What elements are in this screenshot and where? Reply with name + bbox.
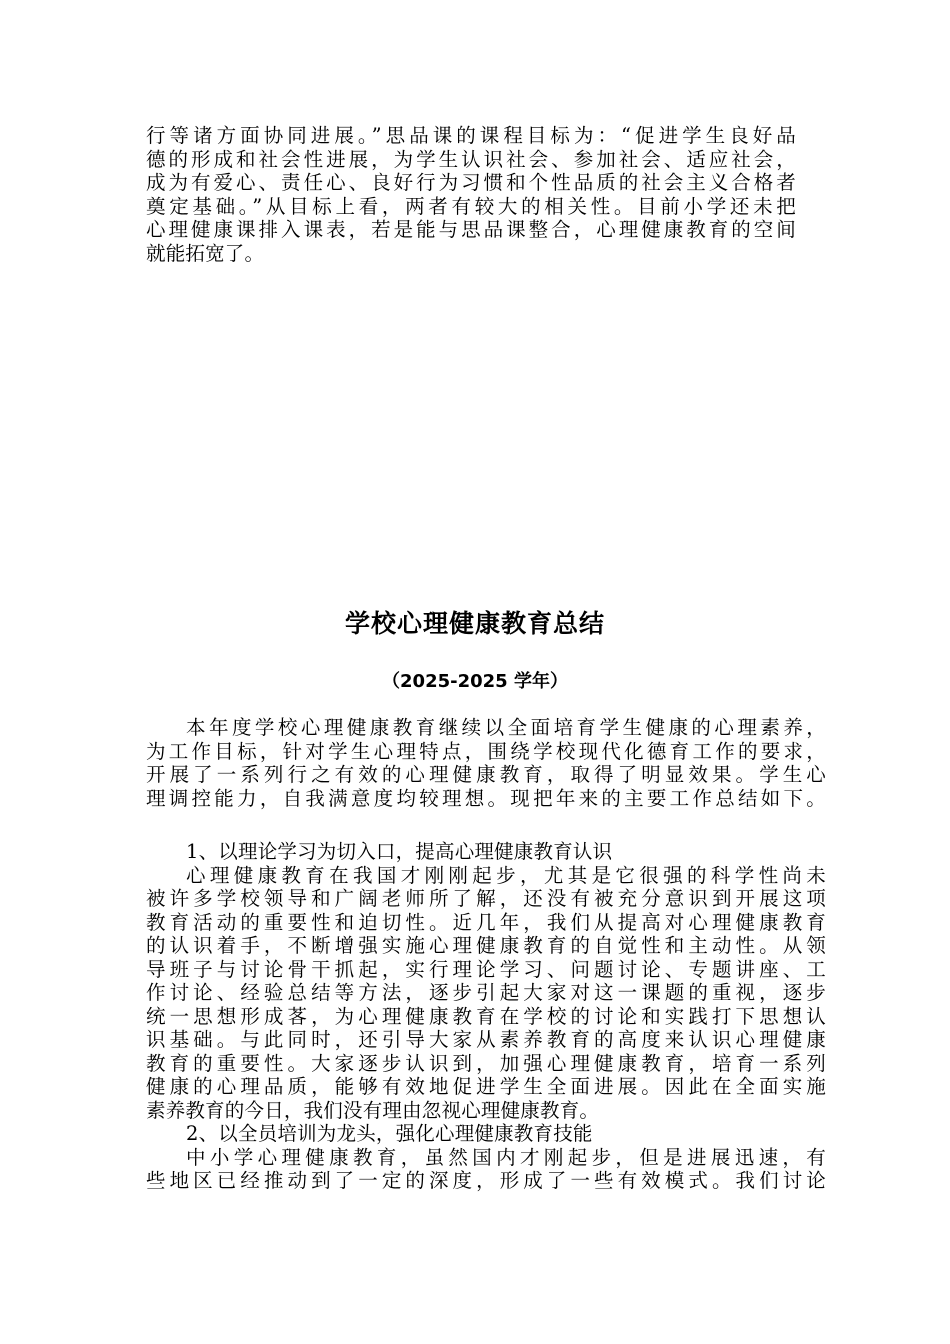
paragraph-line: 本年度学校心理健康教育继续以全面培育学生健康的心理素养， [186, 716, 826, 739]
document-subtitle: （2025-2025 学年） [382, 671, 568, 692]
paragraph-line: 心理健康教育在我国才刚刚起步，尤其是它很强的科学性尚未 [186, 863, 826, 887]
paragraph-line: 教育的重要性。大家逐步认识到，加强心理健康教育，培育一系列 [146, 1051, 826, 1075]
paragraph-line: 健康的心理品质，能够有效地促进学生全面进展。因此在全面实施 [146, 1075, 826, 1098]
paragraph-line: 就能拓宽了。 [146, 241, 265, 265]
section-heading-1: 1、以理论学习为切入口，提高心理健康教育认识 [186, 840, 613, 863]
section-heading-2: 2、以全员培训为龙头，强化心理健康教育技能 [186, 1122, 593, 1145]
paragraph-line: 中小学心理健康教育，虽然国内才刚起步，但是进展迅速，有 [186, 1145, 826, 1169]
paragraph-line: 的认识着手，不断增强实施心理健康教育的自觉性和主动性。从领 [146, 934, 826, 957]
paragraph-line: 作讨论、经验总结等方法，逐步引起大家对这一课题的重视，逐步 [146, 981, 826, 1004]
paragraph-line: 识基础。与此同时，还引导大家从素养教育的高度来认识心理健康 [146, 1028, 826, 1051]
intro-paragraph [146, 716, 826, 810]
paragraph-line: 心理健康课排入课表，若是能与思品课整合，心理健康教育的空间 [146, 218, 796, 241]
paragraph-line: 被许多学校领导和广阔老师所了解，还没有被充分意识到开展这项 [146, 887, 826, 910]
paragraph-line: 行等诸方面协同进展。”思品课的课程目标为：“促进学生良好品 [146, 124, 796, 147]
paragraph-line: 教育活动的重要性和迫切性。近几年，我们从提高对心理健康教育 [146, 910, 826, 934]
paragraph-line: 开展了一系列行之有效的心理健康教育，取得了明显效果。学生心 [146, 763, 826, 786]
paragraph-line: 素养教育的今日，我们没有理由忽视心理健康教育。 [146, 1098, 600, 1122]
continuation-paragraph [146, 124, 796, 265]
document-title: 学校心理健康教育总结 [344, 609, 605, 638]
section-body [146, 840, 826, 1193]
paragraph-line: 理调控能力，自我满意度均较理想。现把年来的主要工作总结如下。 [146, 786, 826, 810]
paragraph-line: 导班子与讨论骨干抓起，实行理论学习、问题讨论、专题讲座、工 [146, 957, 826, 981]
paragraph-line: 统一思想形成茖，为心理健康教育在学校的讨论和实践打下思想认 [146, 1004, 826, 1028]
paragraph-line: 些地区已经推动到了一定的深度，形成了一些有效模式。我们讨论 [146, 1169, 826, 1192]
paragraph-line: 为工作目标，针对学生心理特点，围绕学校现代化德育工作的要求， [146, 739, 826, 763]
paragraph-line: 成为有爱心、责任心、良好行为习惯和个性品质的社会主义合格者 [146, 171, 796, 194]
paragraph-line: 德的形成和社会性进展，为学生认识社会、参加社会、适应社会， [146, 147, 796, 171]
paragraph-line: 奠定基础。”从目标上看，两者有较大的相关性。目前小学还未把 [146, 194, 796, 218]
